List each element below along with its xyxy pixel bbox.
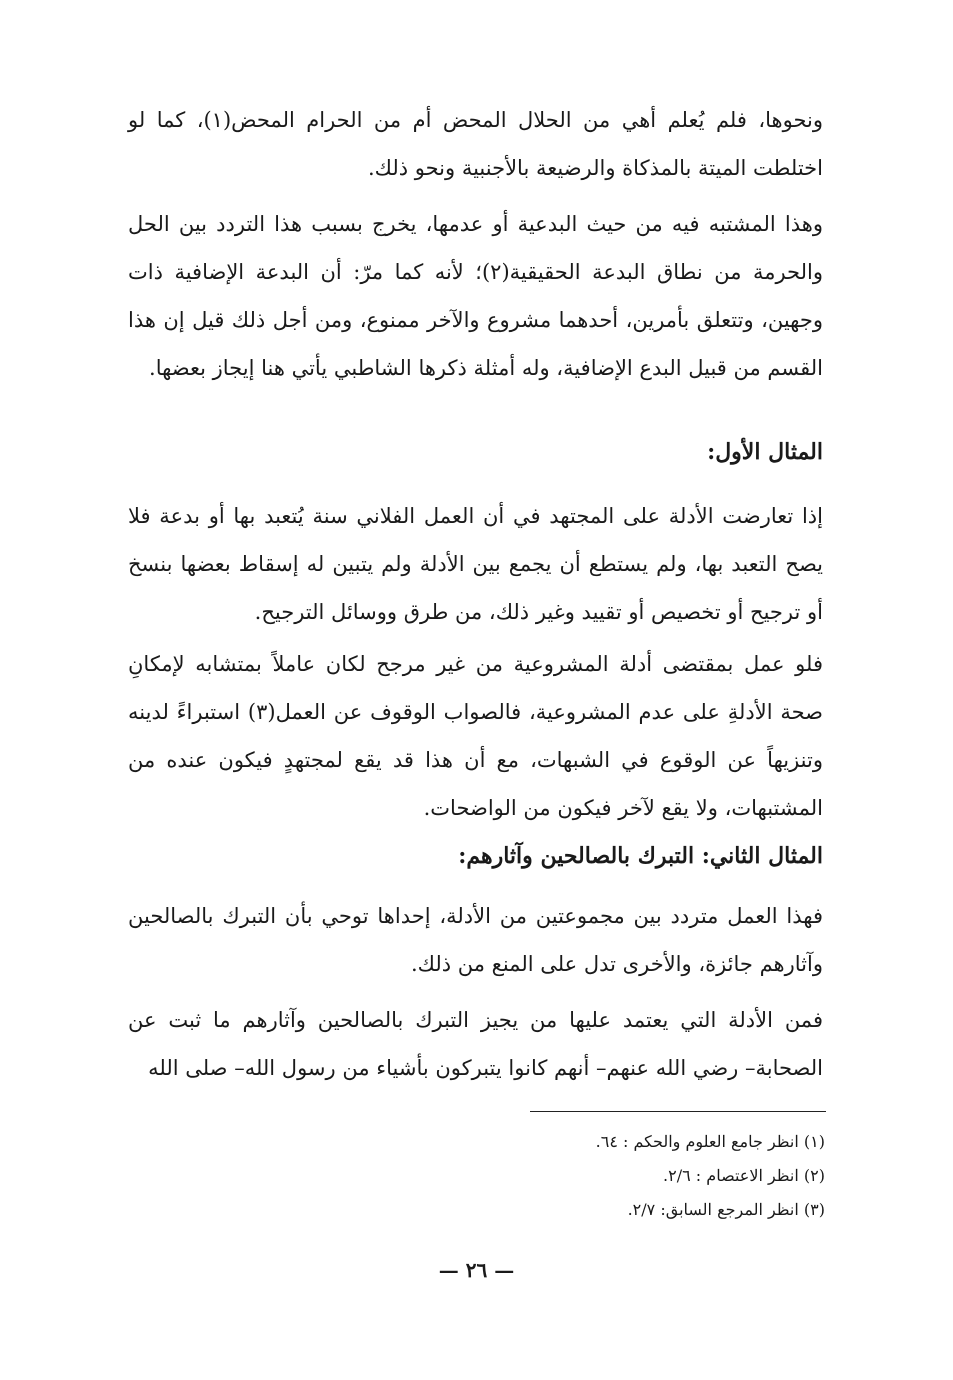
- paragraph-block-1: [128, 96, 823, 192]
- paragraph-3: إذا تعارضت الأدلة على المجتهد في أن العمل الفلاني سنة يُتعبد بها أو بدعة فلا يصح التعبد بها، ولم يستطع أن يجمع بين الأدلة ولم يتبين له إسقاط بعضها بنسخ أو ترجيح أو تخصيص أو تقييد وغير ذلك، من طرق ووسائل الترجيح.: [128, 504, 823, 624]
- paragraph-6: فمن الأدلة التي يعتمد عليها من يجيز التبرك بالصالحين وآثارهم ما ثبت عن الصحابة– رضي الله عنهم– أنهم كانوا يتبركون بأشياء من رسول الله– صلى الله: [128, 1008, 823, 1080]
- paragraph-2: وهذا المشتبه فيه من حيث البدعية أو عدمها، يخرج بسبب هذا التردد بين الحل والحرمة من نطاق البدعة الحقيقية(٢)؛ لأنه كما مرّ: أن البدعة الإضافية ذات وجهين، وتتعلق بأمرين، أحدهما مشروع والآخر ممنوع، ومن أجل ذلك قيل إن هذا القسم من قبيل البدع الإضافية، وله أمثلة ذكرها الشاطبي يأتي هنا إيجاز بعضها.: [128, 212, 823, 380]
- paragraph-block-4: [128, 640, 823, 832]
- footnote-2: (٢) انظر الاعتصام : ٢/٦.: [663, 1166, 825, 1185]
- paragraph-4: فلو عمل بمقتضى أدلة المشروعية من غير مرجح لكان عاملاً بمتشابه لإمكانِ صحة الأدلةِ على عدم المشروعية، فالصواب الوقوف عن العمل(٣) استبراءً لدينه وتنزيهاً عن الوقوع في الشبهات، مع أن هذا قد يقع لمجتهدٍ فيكون عنده من المشتبهات، ولا يقع لآخر فيكون من الواضحات.: [128, 652, 823, 820]
- paragraph-block-6: [128, 996, 823, 1092]
- paragraph-1: ونحوها، فلم يُعلم أهي من الحلال المحض أم من الحرام المحض(١)، كما لو اختلطت الميتة بالمذكاة والرضيعة بالأجنبية ونحو ذلك.: [128, 108, 824, 180]
- paragraph-5: فهذا العمل متردد بين مجموعتين من الأدلة، إحداها توحي بأن التبرك بالصالحين وآثارهم جائزة، والأخرى تدل على المنع من ذلك.: [128, 904, 823, 976]
- footnote-3: (٣) انظر المرجع السابق: ٢/٧.: [627, 1200, 825, 1219]
- paragraph-block-5: [128, 892, 823, 988]
- heading-first-example: المثال الأول:: [707, 439, 823, 465]
- footnote-divider: [530, 1111, 826, 1112]
- paragraph-block-3: [128, 492, 823, 636]
- paragraph-block-2: [128, 200, 823, 392]
- footnotes: [225, 1125, 825, 1227]
- page-number: — ٢٦ —: [438, 1258, 515, 1282]
- heading-second-example: المثال الثاني: التبرك بالصالحين وآثارهم:: [458, 843, 823, 869]
- footnote-1: (١) انظر جامع العلوم والحكم : ٦٤.: [595, 1132, 825, 1151]
